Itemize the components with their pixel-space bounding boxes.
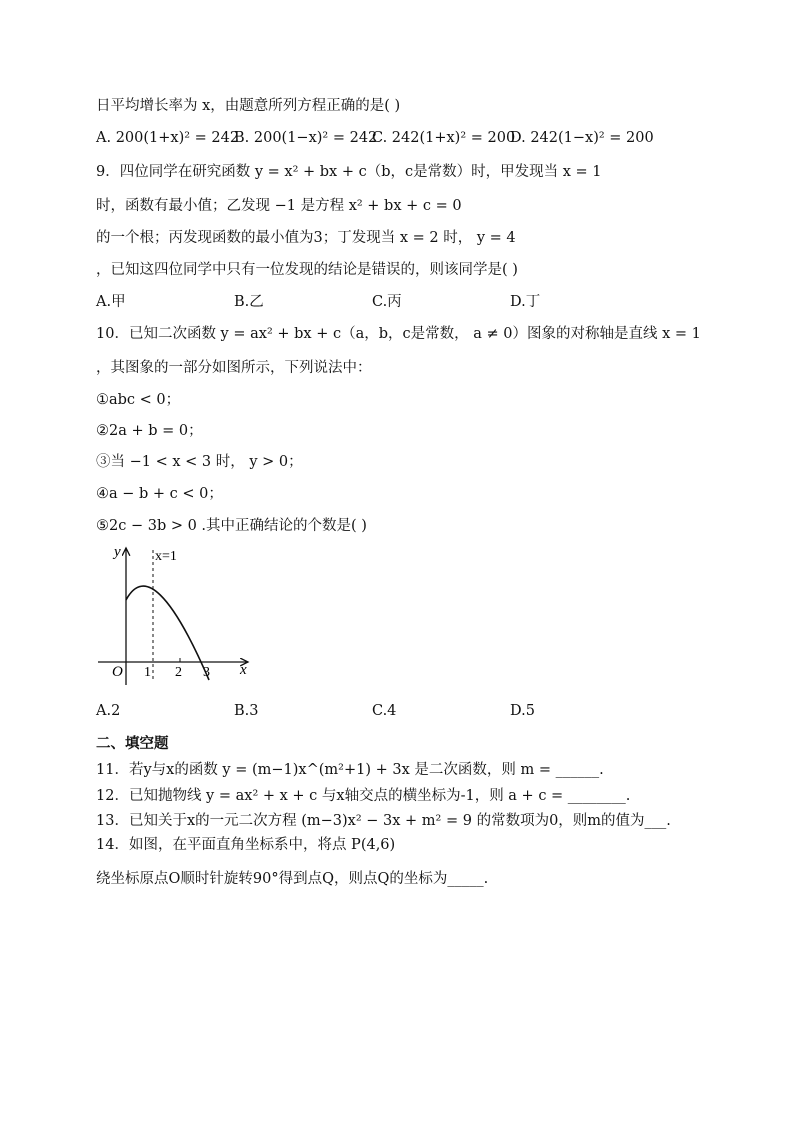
q9-line3: 的一个根；丙发现函数的最小值为3；丁发现当 x = 2 时， y = 4 xyxy=(96,230,516,246)
y-axis-label: y xyxy=(114,544,121,560)
q10-line1: 10．已知二次函数 y = ax² + bx + c（a，b，c是常数， a ≠ 0）图象的对称轴是直线 x = 1 xyxy=(96,326,701,342)
q10-option-d: D.5 xyxy=(510,703,535,719)
section-title: 二、填空题 xyxy=(96,736,169,752)
tick-label-3: 3 xyxy=(203,665,210,680)
q10-option-b: B.3 xyxy=(234,703,259,719)
q13: 13．已知关于x的一元二次方程 (m−3)x² − 3x + m² = 9 的常数项为0，则m的值为___. xyxy=(96,813,671,829)
q10-statement-5: ⑤2c − 3b > 0 .其中正确结论的个数是( ) xyxy=(96,518,367,534)
q10-statement-3: ③当 −1 < x < 3 时， y > 0； xyxy=(96,454,303,470)
q8-option-a: A. 200(1+x)² = 242 xyxy=(96,130,240,146)
q10-statement-2: ②2a + b = 0； xyxy=(96,423,203,439)
q9-option-b: B.乙 xyxy=(234,294,264,310)
q9-option-a: A.甲 xyxy=(96,294,126,310)
q14-line2: 绕坐标原点O顺时针旋转90°得到点Q，则点Q的坐标为_____. xyxy=(96,871,489,887)
q9-option-d: D.丁 xyxy=(510,294,541,310)
q11: 11．若y与x的函数 y = (m−1)x^(m²+1) + 3x 是二次函数，则 m = ______. xyxy=(96,762,604,778)
origin-label: O xyxy=(112,664,123,680)
q8-tail: 日平均增长率为 x，由题意所列方程正确的是( ) xyxy=(96,98,401,114)
tick-label-1: 1 xyxy=(144,665,151,680)
q10-line2: ，其图象的一部分如图所示，下列说法中： xyxy=(96,360,372,376)
q14-line1: 14．如图，在平面直角坐标系中，将点 P(4,6) xyxy=(96,837,396,853)
q9-line1: 9．四位同学在研究函数 y = x² + bx + c（b，c是常数）时，甲发现当 x = 1 xyxy=(96,164,602,180)
q8-option-b: B. 200(1−x)² = 242 xyxy=(234,130,378,146)
q8-option-c: C. 242(1+x)² = 200 xyxy=(372,130,516,146)
parabola-curve xyxy=(126,586,209,680)
q10-option-a: A.2 xyxy=(96,703,121,719)
q9-line2: 时，函数有最小值；乙发现 −1 是方程 x² + bx + c = 0 xyxy=(96,198,462,214)
tick-label-2: 2 xyxy=(175,665,182,680)
q9-option-c: C.丙 xyxy=(372,294,402,310)
q12: 12．已知抛物线 y = ax² + x + c 与x轴交点的横坐标为-1，则 a + c = ________. xyxy=(96,788,631,804)
q10-statement-1: ①abc < 0； xyxy=(96,392,181,408)
q10-parabola-graph xyxy=(92,540,262,690)
q10-statement-4: ④a − b + c < 0； xyxy=(96,486,223,502)
q10-option-c: C.4 xyxy=(372,703,397,719)
symmetry-label: x=1 xyxy=(155,549,177,564)
q8-option-d: D. 242(1−x)² = 200 xyxy=(510,130,654,146)
q9-line4: ，已知这四位同学中只有一位发现的结论是错误的，则该同学是( ) xyxy=(96,262,518,278)
x-axis-label: x xyxy=(240,662,247,678)
